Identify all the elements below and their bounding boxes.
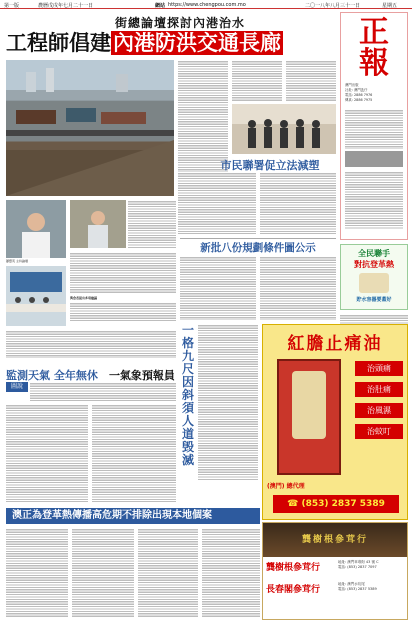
story2-text-top-left: [232, 60, 282, 102]
oil-ad-title: 紅膽止痛油: [287, 334, 383, 354]
masthead-contact: [345, 171, 403, 229]
vertical-headline: 一格九尺因斜須人道毁滅: [181, 323, 194, 467]
story2-headline: 市民聯署促立法減塑: [220, 159, 320, 172]
website-url[interactable]: https://www.chengpou.com.mo: [168, 2, 246, 8]
masthead-info-line: 澳門出版: [345, 83, 359, 87]
gregorian-date: 二〇一八年八月三十一日: [305, 3, 361, 9]
bottom-text-col4: [202, 528, 260, 618]
shop1-address: 地址: 澳門草堆街 43 號 C: [338, 560, 379, 564]
shop2-address: 地址: 澳門水坑尾: [338, 582, 365, 586]
oil-ad-phone[interactable]: ☎ (853) 2837 5389: [273, 495, 399, 513]
speaker-photo: [6, 200, 66, 258]
group-photo: [232, 104, 336, 154]
masthead-info-line: 電話: 2886 7976: [345, 93, 373, 97]
masthead-fine-print: [345, 109, 403, 149]
website-label: 網站: [155, 3, 166, 9]
masthead-info: [341, 79, 407, 107]
conference-caption: 與會者提出多項建議: [70, 296, 98, 300]
story4-text-top: [30, 382, 176, 402]
dengue-ad: [340, 244, 408, 310]
story3-headline: 新批八份規劃條件圖公示: [180, 238, 336, 252]
oil-ad-use: 治風濕: [355, 403, 403, 418]
bottom-headline: 澳正為登革熱傳播高危期不排除出現本地個案: [6, 508, 260, 524]
story4-badge: 圖說: [6, 382, 28, 392]
dengue-ad-line3: 貯水容器要蓋好: [356, 297, 392, 303]
oil-ad-use: 治蚊叮: [355, 424, 403, 439]
group-illustration: [232, 104, 336, 154]
story2-text-top-right: [286, 60, 336, 102]
lunar-date: 農曆戊戌年七月二十一日: [38, 3, 94, 9]
story3-text-col1: [180, 256, 256, 320]
meeting-illustration: [70, 200, 126, 248]
speaker-caption: 顏寶英 主持論壇: [6, 259, 28, 263]
shop-sign: 龔樹根參茸行: [263, 523, 407, 557]
conference-illustration: [6, 266, 66, 326]
story4-headline-left: 監測天氣 全年無休: [6, 369, 98, 382]
story4-text-col1: [6, 404, 88, 502]
shop2-details: [338, 582, 377, 595]
main-headline-red: 內港防洪交通長廊: [113, 31, 281, 55]
story5-text: [198, 324, 258, 480]
page-number: 第一版: [4, 3, 20, 9]
story4-headline-right: 一氣象預報員: [108, 369, 175, 382]
shop2-name: 長春閣參茸行: [266, 585, 321, 595]
main-story-text-col4: [70, 302, 176, 322]
main-headline: [6, 30, 336, 56]
main-headline-black: 工程師倡建: [6, 31, 111, 55]
oil-ad-distributor: (澳門) 總代理: [267, 483, 305, 490]
shop1-details: [338, 560, 379, 573]
bottom-text-col2: [72, 528, 134, 618]
harbour-photo: [6, 60, 174, 196]
oil-ad-uses: [355, 361, 403, 439]
masthead-info-line: 傳真: 2886 7975: [345, 98, 373, 102]
bottom-text-col1: [6, 528, 68, 618]
speaker-illustration: [6, 200, 66, 258]
oil-ad-use: 治肚痛: [355, 382, 403, 397]
masthead-info-line: 社址: 澳門氹仔: [345, 88, 368, 92]
mosquito-icon: [359, 273, 389, 293]
shop-ad: [262, 522, 408, 620]
weekday: 星期五: [382, 3, 398, 9]
dengue-ad-line2: 對抗登革熱: [354, 260, 394, 269]
bottom-text-col3: [138, 528, 198, 618]
conference-photo: [6, 266, 66, 326]
harbour-illustration: [6, 60, 174, 196]
oil-box-icon: [277, 359, 341, 475]
oil-ad-use: 治頭痛: [355, 361, 403, 376]
main-story-text-col3: [70, 252, 176, 294]
story4-headline: [6, 364, 176, 380]
meeting-photo: [70, 200, 126, 248]
page-header-bar: [0, 0, 412, 9]
shop1-name: 龔樹根參茸行: [266, 563, 321, 573]
main-story-text-bottom: [6, 330, 176, 358]
masthead-box: [340, 12, 408, 240]
masthead-logo: 正報: [359, 15, 389, 81]
oil-bottle-icon: [292, 371, 326, 439]
story4-text-col2: [92, 404, 176, 502]
story2-text-col1: [178, 172, 256, 234]
main-subhead: 街總論壇探討內港治水: [114, 16, 245, 30]
oil-ad: [262, 324, 408, 520]
dengue-ad-line1: 全民聯手: [358, 249, 390, 258]
story2-text-col2: [260, 172, 336, 234]
story3-text-col2: [260, 256, 336, 320]
masthead-barcode: [345, 151, 403, 167]
shop1-tel[interactable]: 電話: (853) 2837 7097: [338, 565, 377, 569]
shop2-tel[interactable]: 電話: (853) 2837 5389: [338, 587, 377, 591]
main-story-text-col2: [128, 200, 176, 248]
